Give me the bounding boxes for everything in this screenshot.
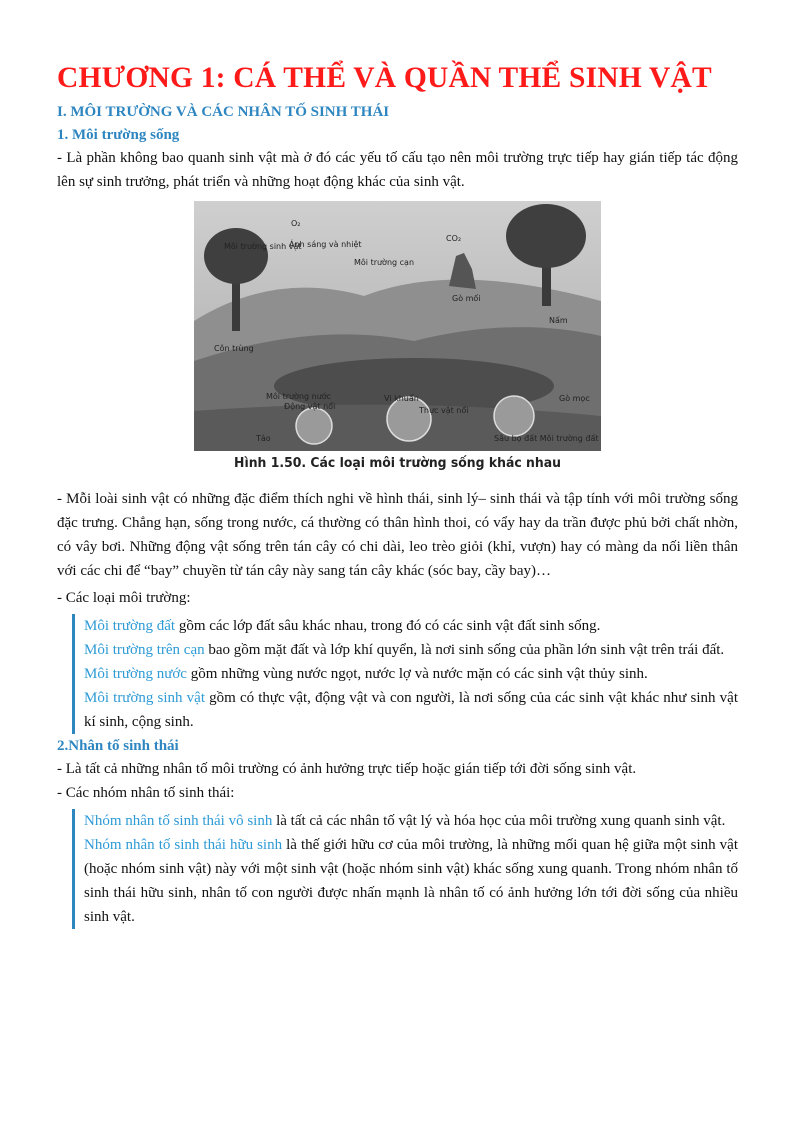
label-bio-env: Môi trường sinh vật [224,242,302,251]
factor-group-desc: là tất cả các nhân tố vật lý và hóa học của môi trường xung quanh sinh vật. [272,813,726,829]
env-type-desc: bao gồm mặt đất và lớp khí quyển, là nơi sinh sống của phần lớn sinh vật trên trái đất. [204,642,725,658]
factor-group-item [84,809,738,833]
habitat-definition: - Là phần không bao quanh sinh vật mà ở đó các yếu tố cấu tạo nên môi trường trực tiếp hay gián tiếp tác động lên sự sinh trưởng, phát triển và những hoạt động khác của sinh vật. [57,150,738,190]
habitat-illustration [194,201,601,451]
factor-group-desc: là thế giới hữu cơ của môi trường, là những mối quan hệ giữa một sinh vật (hoặc nhóm sinh vật) này với một sinh vật (hoặc nhóm sinh vật) khác sống xung quanh. Trong nhóm nhân tố sinh thái hữu sinh, nhân tố con người được nhấn mạnh là nhân tố có ảnh hưởng lớn tới đời sống của nhiều sinh vật. [84,837,738,925]
label-co2: CO₂ [446,234,462,243]
label-algae: Tảo [256,434,271,443]
label-mound: Gò mối [452,294,481,303]
env-type-item [84,686,738,734]
label-plankton: Thực vật nổi [419,406,469,415]
label-micro-animal: Động vật nổi [284,402,336,411]
label-soil-env: Sâu bọ đất Môi trường đất [494,434,599,443]
factor-groups-intro: - Các nhóm nhân tố sinh thái: [57,785,235,801]
figure-caption: Hình 1.50. Các loại môi trường sống khác nhau [234,455,561,471]
label-o2: O₂ [291,219,301,228]
label-light: Ánh sáng và nhiệt [289,240,362,249]
label-water-env: Môi trường nước [266,392,332,401]
label-bacteria: Vi khuẩn [384,394,419,403]
env-type-desc: gồm các lớp đất sâu khác nhau, trong đó có các sinh vật đất sinh sống. [175,618,601,634]
factor-group-item [84,833,738,929]
subsection-heading-habitat: 1. Môi trường sống [57,127,180,143]
label-mole: Gò mọc [559,394,590,403]
factor-group-term: Nhóm nhân tố sinh thái vô sinh [84,813,273,829]
factor-group-term: Nhóm nhân tố sinh thái hữu sinh [84,837,283,853]
env-type-term: Môi trường nước [84,666,187,682]
env-type-desc: gồm những vùng nước ngọt, nước lợ và nước mặn có các sinh vật thủy sinh. [186,666,648,682]
env-type-item [84,662,738,686]
habitat-figure [194,201,601,471]
factors-definition: - Là tất cả những nhân tố môi trường có ảnh hưởng trực tiếp hoặc gián tiếp tới đời sống sinh vật. [57,761,637,777]
section-heading: I. MÔI TRƯỜNG VÀ CÁC NHÂN TỐ SINH THÁI [57,104,390,120]
env-type-item [84,614,738,638]
micro-circle-1 [387,397,431,441]
label-fungus: Nấm [549,316,568,325]
env-type-term: Môi trường sinh vật [84,690,205,706]
label-land-env: Môi trường cạn [354,258,415,267]
label-insect: Côn trùng [214,344,254,353]
env-type-item [84,638,738,662]
document-page [57,58,738,929]
chapter-title: CHƯƠNG 1: CÁ THỂ VÀ QUẦN THỂ SINH VẬT [57,62,712,94]
env-type-desc: gồm có thực vật, động vật và con người, là nơi sống của các sinh vật khác như sinh vật kí sinh, cộng sinh. [84,690,738,730]
env-types-block [72,614,738,734]
env-types-intro: - Các loại môi trường: [57,590,191,606]
env-type-term: Môi trường đất [84,618,176,634]
micro-circle-2 [494,396,534,436]
adaptation-paragraph: - Mỗi loài sinh vật có những đặc điểm thích nghi về hình thái, sinh lý– sinh thái và tập tính với môi trường sống đặc trưng. Chẳng hạn, sống trong nước, cá thường có thân hình thoi, có vẩy hay da trần được phủ bởi chất nhờn, có vây bơi. Những động vật sống trên tán cây có chi dài, leo trèo giỏi (khỉ, vượn) hay có màng da nối liền thân với các chi để “bay” chuyền từ tán cây này sang tán cây khác (sóc bay, cầy bay)… [57,491,738,579]
subsection-heading-factors: 2.Nhân tố sinh thái [57,738,179,754]
micro-circle-3 [296,408,332,444]
factor-groups-block [72,809,738,929]
env-type-term: Môi trường trên cạn [84,642,205,658]
